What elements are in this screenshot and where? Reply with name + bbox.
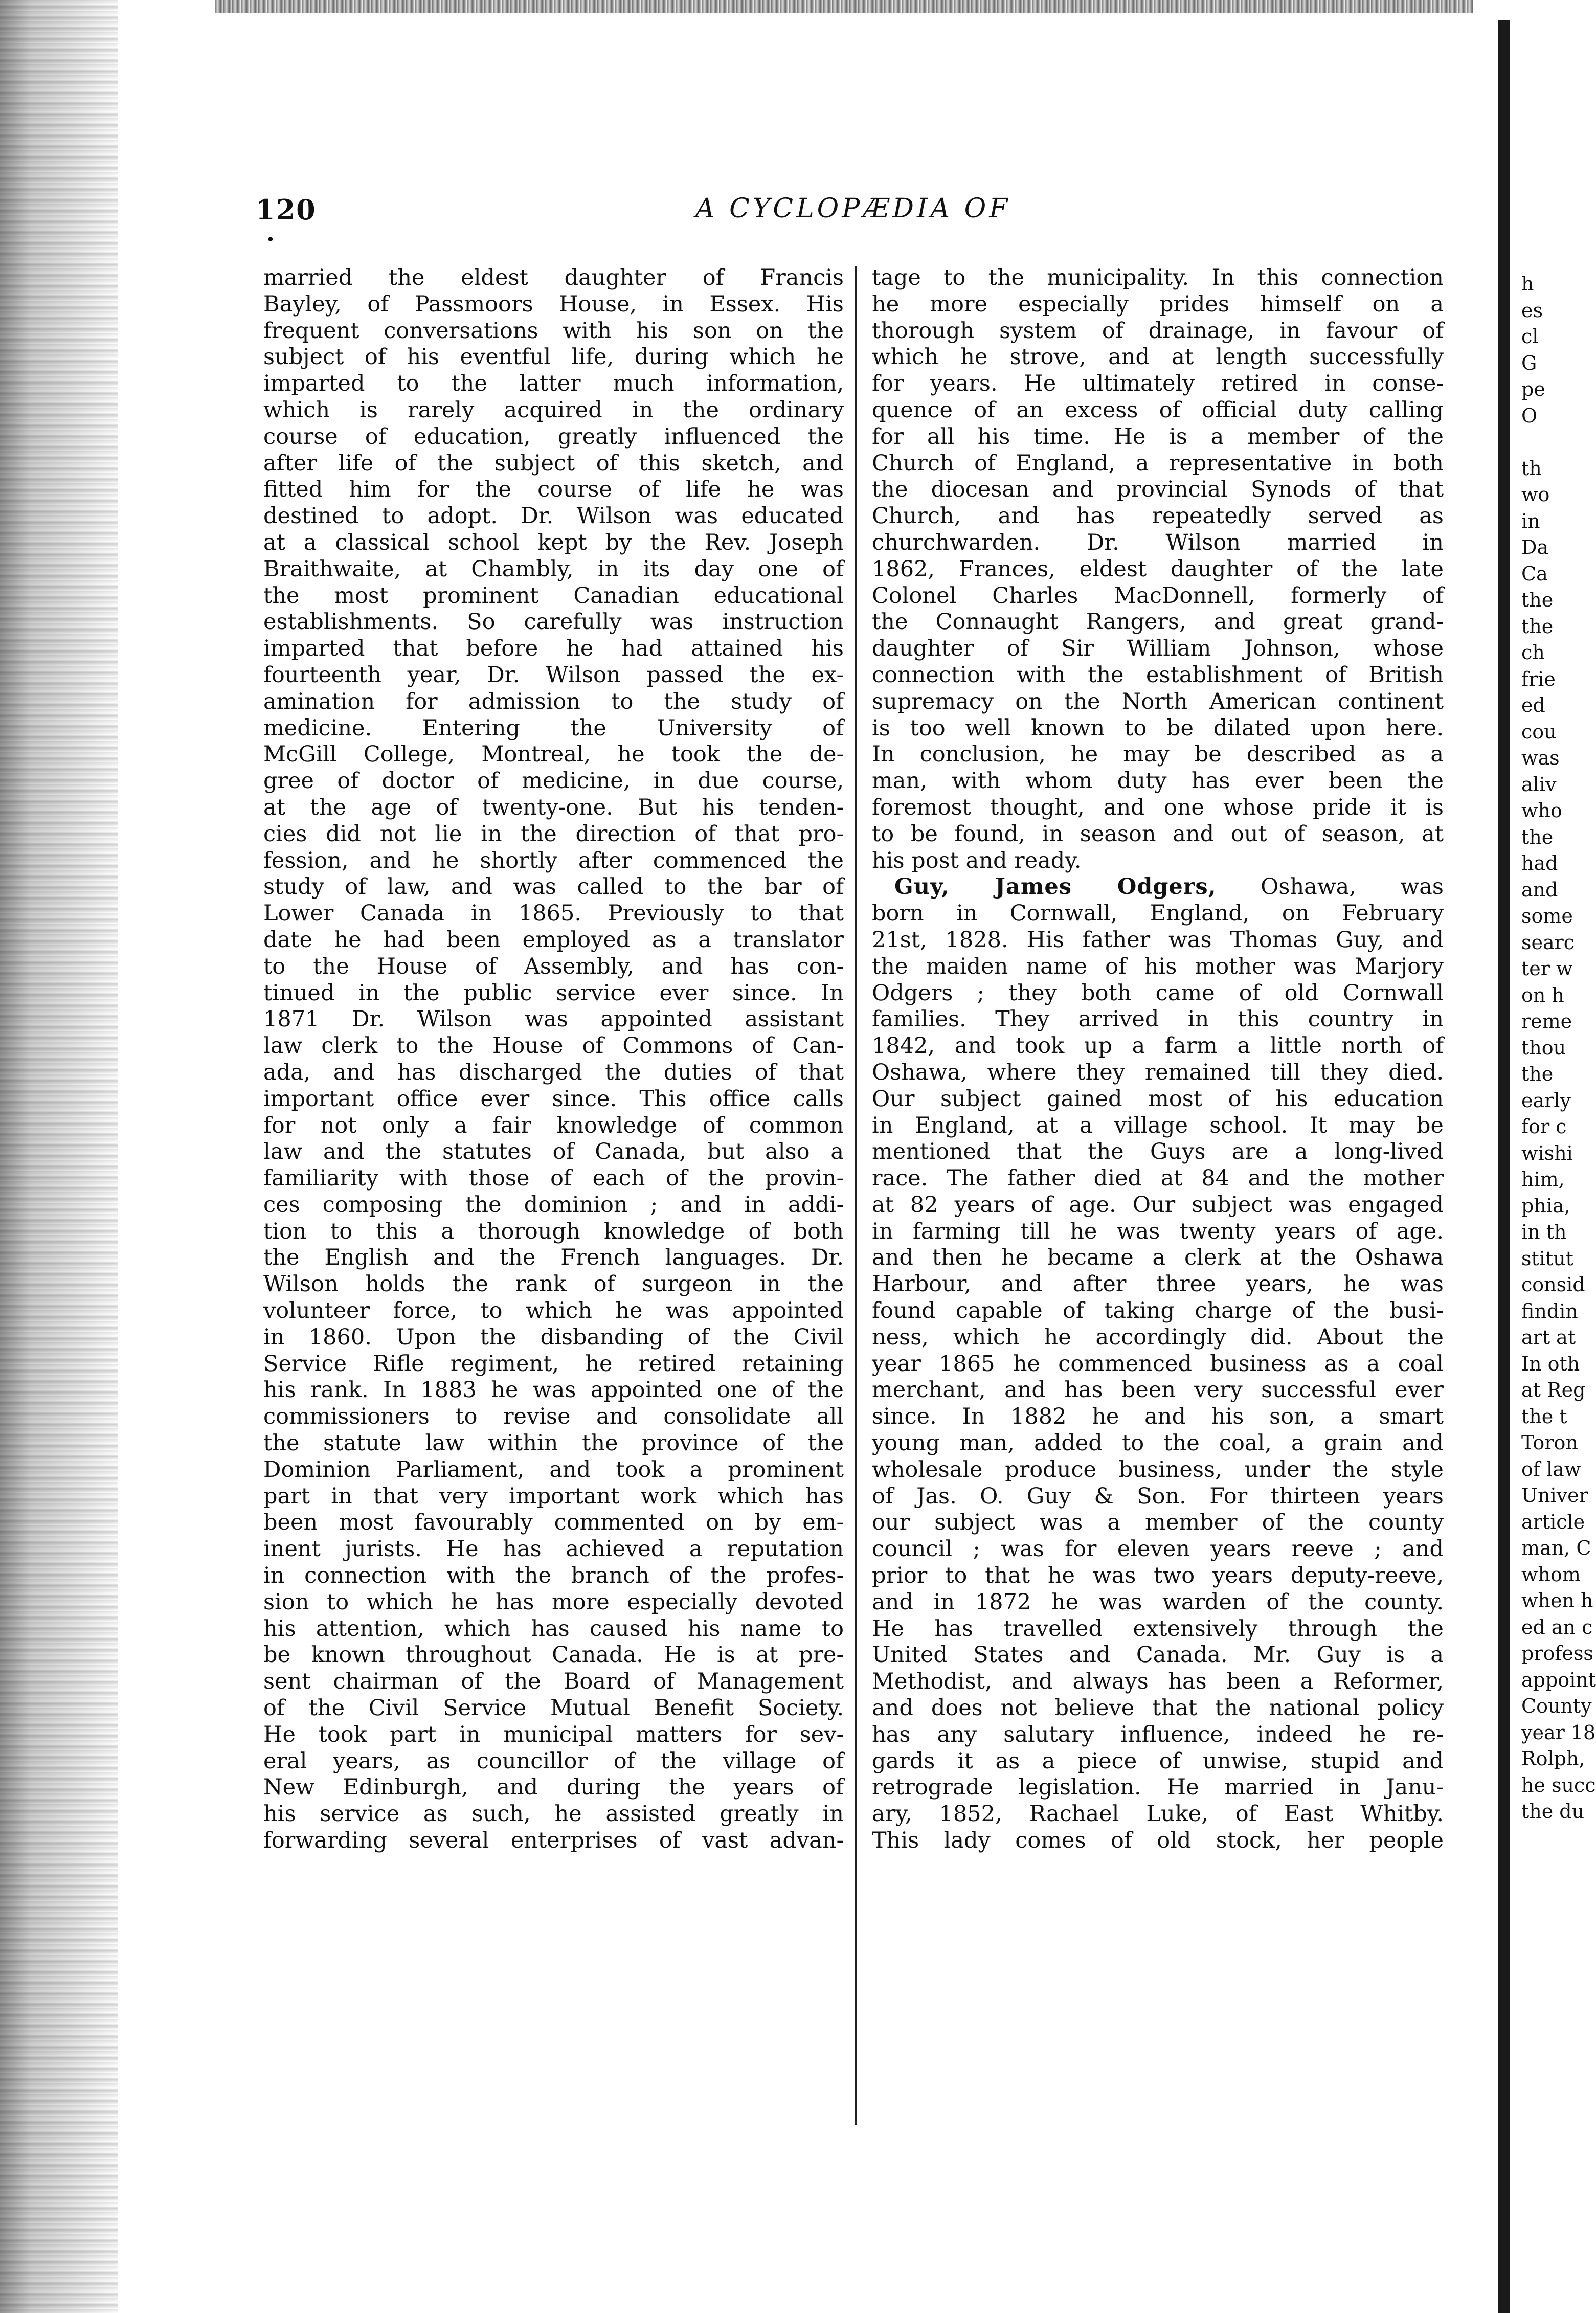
- text-line: year 1865 he commenced business as a coal: [872, 1351, 1444, 1377]
- text-line: 1871 Dr. Wilson was appointed assistant: [263, 1006, 844, 1032]
- fragment-text: reme: [1521, 1010, 1572, 1032]
- fragment-text: cl: [1521, 325, 1539, 348]
- text-line: in farming till he was twenty years of age.: [872, 1218, 1444, 1244]
- text-line: for all his time. He is a member of the: [872, 423, 1444, 450]
- fragment-text: O: [1521, 404, 1538, 427]
- facing-page-fragment: [1521, 271, 1596, 1825]
- text-line: connection with the establishment of British: [872, 662, 1444, 688]
- text-line: for years. He ultimately retired in conse-: [872, 371, 1444, 397]
- ink-mark: •: [266, 231, 275, 249]
- text-line: to the House of Assembly, and has con-: [263, 953, 844, 979]
- fragment-text: In oth: [1521, 1352, 1580, 1375]
- page-top-edge: [215, 0, 1473, 13]
- text-line: study of law, and was called to the bar of: [263, 874, 844, 900]
- text-line: commissioners to revise and consolidate all: [263, 1404, 844, 1430]
- fragment-text: he succ: [1521, 1773, 1596, 1796]
- text-line: familiarity with those of each of the provin-: [263, 1165, 844, 1192]
- text-line: gree of doctor of medicine, in due course,: [263, 768, 844, 794]
- text-line: and then he became a clerk at the Oshawa: [872, 1245, 1444, 1271]
- text-line: the maiden name of his mother was Marjory: [872, 953, 1444, 979]
- fragment-text: ed an c: [1521, 1615, 1593, 1638]
- fragment-text: and: [1521, 878, 1558, 901]
- text-line: families. They arrived in this country in: [872, 1006, 1444, 1032]
- text-line: Wilson holds the rank of surgeon in the: [263, 1271, 844, 1297]
- fragment-text: ter w: [1521, 957, 1573, 980]
- fragment-text: frie: [1521, 667, 1556, 690]
- text-line: which he strove, and at length successfully: [872, 344, 1444, 370]
- text-line: the most prominent Canadian educational: [263, 582, 844, 609]
- text-line: tage to the municipality. In this connection: [872, 265, 1444, 290]
- fragment-text: consid: [1521, 1273, 1585, 1296]
- text-line: forwarding several enterprises of vast advan-: [263, 1828, 844, 1854]
- text-line: quence of an excess of official duty calling: [872, 397, 1444, 423]
- text-line: tion to this a thorough knowledge of both: [263, 1218, 844, 1244]
- fragment-text: es: [1521, 299, 1543, 322]
- fragment-text: findin: [1521, 1299, 1578, 1322]
- text-line: Harbour, and after three years, he was: [872, 1271, 1444, 1297]
- text-line: at 82 years of age. Our subject was engaged: [872, 1192, 1444, 1218]
- fragment-text: profess: [1521, 1642, 1593, 1665]
- text-line: the diocesan and provincial Synods of that: [872, 477, 1444, 503]
- running-title: A CYCLOPÆDIA OF: [695, 193, 1011, 224]
- fragment-text: ch: [1521, 641, 1545, 664]
- text-line: been most favourably commented on by em-: [263, 1510, 844, 1536]
- text-line: sent chairman of the Board of Management: [263, 1669, 844, 1695]
- text-line: imparted to the latter much information,: [263, 371, 844, 397]
- text-line: He took part in municipal matters for sev-: [263, 1721, 844, 1747]
- fragment-text: whom: [1521, 1563, 1581, 1586]
- text-line: United States and Canada. Mr. Guy is a: [872, 1642, 1444, 1668]
- fragment-text: some: [1521, 905, 1573, 927]
- entry-location: Oshawa, was: [1216, 874, 1444, 900]
- text-line: fitted him for the course of life he was: [263, 477, 844, 503]
- text-line: has any salutary influence, indeed he re-: [872, 1721, 1444, 1747]
- text-line: part in that very important work which has: [263, 1483, 844, 1509]
- fragment-text: him,: [1521, 1168, 1565, 1191]
- fragment-text: G: [1521, 351, 1537, 374]
- text-line: Service Rifle regiment, he retired retaining: [263, 1351, 844, 1377]
- fragment-text: Rolph,: [1521, 1747, 1585, 1770]
- fragment-text: pe: [1521, 378, 1545, 400]
- text-line: our subject was a member of the county: [872, 1510, 1444, 1536]
- text-line: Braithwaite, at Chambly, in its day one of: [263, 556, 844, 582]
- text-line: eral years, as councillor of the village of: [263, 1748, 844, 1774]
- fragment-text: h: [1521, 273, 1534, 295]
- page-binding-edge: [0, 0, 118, 2313]
- text-line: at a classical school kept by the Rev. Joseph: [263, 529, 844, 555]
- text-line: destined to adopt. Dr. Wilson was educated: [263, 503, 844, 529]
- fragment-text: the: [1521, 615, 1554, 638]
- text-line: the Connaught Rangers, and great grand-: [872, 609, 1444, 635]
- text-line: establishments. So carefully was instruction: [263, 609, 844, 635]
- fragment-text: in th: [1521, 1221, 1567, 1243]
- text-line: in 1860. Upon the disbanding of the Civil: [263, 1324, 844, 1350]
- text-line: tinued in the public service ever since. In: [263, 980, 844, 1006]
- fragment-text: for c: [1521, 1115, 1567, 1138]
- text-line: supremacy on the North American continent: [872, 688, 1444, 714]
- text-line: imparted that before he had attained his: [263, 636, 844, 662]
- text-line: married the eldest daughter of Francis: [263, 265, 844, 290]
- text-line: 21st, 1828. His father was Thomas Guy, and: [872, 927, 1444, 953]
- entry-name: Guy, James Odgers,: [872, 874, 1217, 900]
- fragment-text: phia,: [1521, 1194, 1570, 1217]
- text-line: Colonel Charles MacDonnell, formerly of: [872, 582, 1444, 609]
- text-line: in England, at a village school. It may be: [872, 1112, 1444, 1138]
- text-line: his post and ready.: [872, 847, 1082, 873]
- fragment-text: early: [1521, 1089, 1571, 1112]
- fragment-text: when h: [1521, 1589, 1593, 1612]
- fragment-text: thou: [1521, 1036, 1566, 1059]
- text-line: merchant, and has been very successful ever: [872, 1377, 1444, 1403]
- facing-page-gutter: [1498, 20, 1510, 2313]
- fragment-text: in: [1521, 509, 1540, 532]
- fragment-text: who: [1521, 799, 1562, 822]
- text-line: the statute law within the province of the: [263, 1430, 844, 1456]
- text-line: his rank. In 1883 he was appointed one of the: [263, 1377, 844, 1403]
- fragment-text: appoint: [1521, 1668, 1596, 1691]
- text-line: he more especially prides himself on a: [872, 291, 1444, 317]
- text-line: be known throughout Canada. He is at pre-: [263, 1642, 844, 1668]
- text-line: McGill College, Montreal, he took the de-: [263, 742, 844, 768]
- text-line: fourteenth year, Dr. Wilson passed the ex-: [263, 662, 844, 688]
- text-line: course of education, greatly influenced the: [263, 423, 844, 450]
- fragment-text: wishi: [1521, 1141, 1573, 1164]
- fragment-text: Ca: [1521, 562, 1548, 585]
- text-line: gards it as a piece of unwise, stupid and: [872, 1748, 1444, 1774]
- text-line: young man, added to the coal, a grain and: [872, 1430, 1444, 1456]
- text-line: date he had been employed as a translator: [263, 927, 844, 953]
- text-line: medicine. Entering the University of: [263, 715, 844, 741]
- text-line: after life of the subject of this sketch, and: [263, 450, 844, 476]
- page-number: 120: [256, 193, 317, 226]
- fragment-text: was: [1521, 747, 1560, 769]
- fragment-text: man, C: [1521, 1537, 1591, 1559]
- fragment-text: th: [1521, 457, 1542, 480]
- fragment-text: cou: [1521, 720, 1557, 743]
- fragment-text: searc: [1521, 931, 1575, 954]
- fragment-text: County: [1521, 1695, 1592, 1717]
- text-line: to be found, in season and out of season, at: [872, 821, 1444, 847]
- text-line: In conclusion, he may be described as a: [872, 742, 1444, 768]
- text-line: retrograde legislation. He married in Janu-: [872, 1775, 1444, 1801]
- text-line: for not only a fair knowledge of common: [263, 1112, 844, 1138]
- text-line: prior to that he was two years deputy-reeve,: [872, 1563, 1444, 1589]
- text-line: is too well known to be dilated upon here.: [872, 715, 1444, 741]
- text-line: Methodist, and always has been a Reformer,: [872, 1669, 1444, 1695]
- fragment-text: the t: [1521, 1405, 1567, 1428]
- fragment-text: the: [1521, 825, 1554, 848]
- text-line: Our subject gained most of his education: [872, 1086, 1444, 1112]
- text-line: wholesale produce business, under the style: [872, 1456, 1444, 1483]
- text-line: Church, and has repeatedly served as: [872, 503, 1444, 529]
- text-line: Dominion Parliament, and took a prominent: [263, 1456, 844, 1483]
- text-line: of Jas. O. Guy & Son. For thirteen years: [872, 1483, 1444, 1509]
- text-line: ada, and has discharged the duties of that: [263, 1059, 844, 1085]
- text-line: which is rarely acquired in the ordinary: [263, 397, 844, 423]
- text-line: race. The father died at 84 and the mother: [872, 1165, 1444, 1192]
- text-line: important office ever since. This office calls: [263, 1086, 844, 1112]
- text-line: of the Civil Service Mutual Benefit Society.: [263, 1695, 844, 1721]
- text-line: mentioned that the Guys are a long-lived: [872, 1139, 1444, 1165]
- fragment-text: the: [1521, 589, 1554, 611]
- fragment-text: article: [1521, 1510, 1585, 1533]
- text-line: his service as such, he assisted greatly in: [263, 1801, 844, 1827]
- text-line: ces composing the dominion ; and in addi-: [263, 1192, 844, 1218]
- fragment-text: Univer: [1521, 1484, 1588, 1507]
- text-line: thorough system of drainage, in favour of: [872, 318, 1444, 344]
- text-line: volunteer force, to which he was appointed: [263, 1298, 844, 1324]
- fragment-text: [1521, 429, 1566, 456]
- fragment-text: wo: [1521, 483, 1550, 506]
- entry-heading-line: [872, 874, 1444, 901]
- text-line: law and the statutes of Canada, but also a: [263, 1139, 844, 1165]
- text-line: council ; was for eleven years reeve ; and: [872, 1536, 1444, 1562]
- text-line: ary, 1852, Rachael Luke, of East Whitby.: [872, 1801, 1444, 1827]
- fragment-text: had: [1521, 852, 1558, 874]
- fragment-text: the du: [1521, 1800, 1585, 1823]
- text-line: his attention, which has caused his name to: [263, 1615, 844, 1642]
- text-line: subject of his eventful life, during which he: [263, 344, 844, 370]
- text-line: and does not believe that the national policy: [872, 1695, 1444, 1721]
- text-line: 1842, and took up a farm a little north of: [872, 1033, 1444, 1059]
- fragment-text: Da: [1521, 536, 1549, 558]
- text-line: law clerk to the House of Commons of Can-: [263, 1033, 844, 1059]
- fragment-text: at Reg: [1521, 1379, 1586, 1401]
- text-line: in connection with the branch of the profes-: [263, 1563, 844, 1589]
- text-line: born in Cornwall, England, on February: [872, 901, 1444, 927]
- text-line: This lady comes of old stock, her people: [872, 1828, 1444, 1854]
- fragment-text: of law: [1521, 1457, 1581, 1480]
- fragment-text: Toron: [1521, 1431, 1578, 1454]
- text-line: New Edinburgh, and during the years of: [263, 1775, 844, 1801]
- text-line: Bayley, of Passmoors House, in Essex. His: [263, 291, 844, 317]
- text-line: sion to which he has more especially devoted: [263, 1589, 844, 1615]
- text-line: daughter of Sir William Johnson, whose: [872, 636, 1444, 662]
- text-line: fession, and he shortly after commenced the: [263, 847, 844, 873]
- text-line: inent jurists. He has achieved a reputation: [263, 1536, 844, 1562]
- fragment-text: stitut: [1521, 1247, 1573, 1270]
- fragment-text: aliv: [1521, 773, 1557, 796]
- text-line: Oshawa, where they remained till they died.: [872, 1059, 1444, 1085]
- text-line: frequent conversations with his son on the: [263, 318, 844, 344]
- text-line: man, with whom duty has ever been the: [872, 768, 1444, 794]
- text-line: He has travelled extensively through the: [872, 1615, 1444, 1642]
- fragment-text: on h: [1521, 983, 1564, 1006]
- text-line: cies did not lie in the direction of that pro-: [263, 821, 844, 847]
- fragment-text: art at: [1521, 1326, 1576, 1349]
- fragment-text: ed: [1521, 694, 1545, 716]
- text-line: and in 1872 he was warden of the county.: [872, 1589, 1444, 1615]
- text-line: Church of England, a representative in both: [872, 450, 1444, 476]
- right-column: [872, 265, 1444, 1854]
- text-line: at the age of twenty-one. But his tenden-: [263, 794, 844, 820]
- text-line: Lower Canada in 1865. Previously to that: [263, 901, 844, 927]
- text-line: found capable of taking charge of the busi-: [872, 1298, 1444, 1324]
- text-line: the English and the French languages. Dr.: [263, 1245, 844, 1271]
- text-line: Odgers ; they both came of old Cornwall: [872, 980, 1444, 1006]
- text-line: since. In 1882 he and his son, a smart: [872, 1404, 1444, 1430]
- text-line: churchwarden. Dr. Wilson married in: [872, 529, 1444, 555]
- text-line: 1862, Frances, eldest daughter of the late: [872, 556, 1444, 582]
- text-line: ness, which he accordingly did. About the: [872, 1324, 1444, 1350]
- text-line: amination for admission to the study of: [263, 688, 844, 714]
- column-divider: [855, 266, 857, 2125]
- left-column: [263, 265, 844, 1854]
- fragment-text: the: [1521, 1063, 1554, 1085]
- fragment-text: year 18: [1521, 1721, 1596, 1744]
- text-line: foremost thought, and one whose pride it is: [872, 794, 1444, 820]
